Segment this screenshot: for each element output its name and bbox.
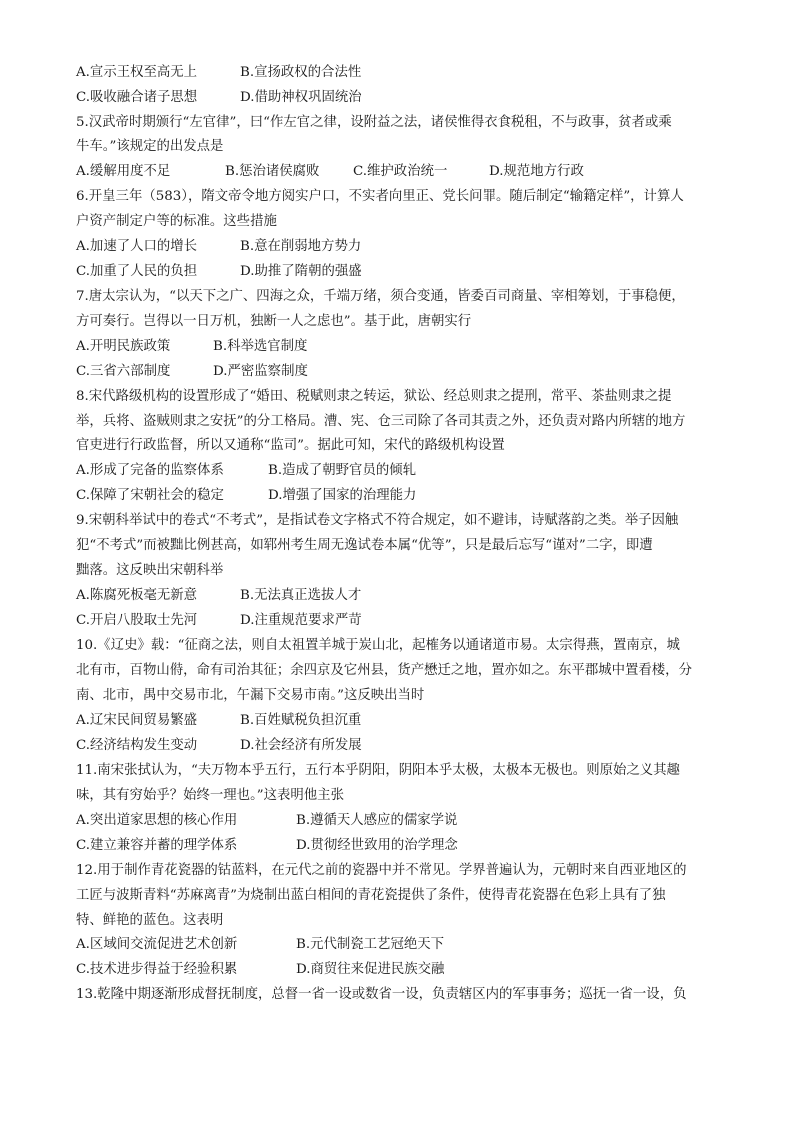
q7-option-b: B.科举选官制度: [213, 339, 308, 354]
q7-option-a: A.开明民族政策: [76, 339, 171, 354]
q12-stem-line-3: 特、鲜艳的蓝色。这表明: [76, 913, 224, 928]
q9-option-c: C.开启八股取士先河: [76, 613, 198, 628]
q10-option-b: B.百姓赋税负担沉重: [240, 713, 362, 728]
q8-option-d: D.增强了国家的治理能力: [268, 488, 417, 503]
q6-option-d: D.助推了隋朝的强盛: [240, 264, 362, 279]
q11-stem-line-2: 味，其有穷始乎？始终一理也。”这表明他主张: [76, 788, 344, 803]
q4-option-d: D.借助神权巩固统治: [240, 90, 362, 105]
q8-option-c: C.保障了宋朝社会的稳定: [76, 488, 224, 503]
q4-option-c: C.吸收融合诸子思想: [76, 90, 198, 105]
q4-option-b: B.宣扬政权的合法性: [240, 65, 362, 80]
q13-stem-line-1: 13.乾隆中期逐渐形成督抚制度，总督一省一设或数省一设，负责辖区内的军事事务；巡抚一省一设，负: [76, 987, 687, 1002]
q7-option-d: D.严密监察制度: [213, 364, 308, 379]
q11-option-a: A.突出道家思想的核心作用: [76, 813, 238, 828]
q8-stem-line-1: 8.宋代路级机构的设置形成了“婚田、税赋则隶之转运，狱讼、经总则隶之提刑，常平、茶盐则隶之提: [76, 389, 672, 404]
q9-option-d: D.注重规范要求严苛: [240, 613, 362, 628]
q8-stem-line-2: 举，兵将、盗贼则隶之安抚”的分工格局。漕、宪、仓三司除了各司其责之外，还负责对路内所辖的地方: [76, 414, 686, 429]
q11-stem-line-1: 11.南宋张拭认为，“夫万物本乎五行，五行本乎阴阳，阴阳本乎太极，太极本无极也。则原始之义其趣: [76, 763, 680, 778]
q5-option-d: D.规范地方行政: [489, 164, 584, 179]
q6-stem-line-1: 6.开皇三年（583），隋文帝令地方阅实户口，不实者向里正、党长问罪。随后制定“输籍定样”，计算人: [76, 189, 684, 204]
q8-option-b: B.造成了朝野官员的倾轧: [268, 463, 417, 478]
q12-option-c: C.技术进步得益于经验积累: [76, 962, 238, 977]
q10-stem-line-2: 北有市，百物山偫，命有司治其征；余四京及它州县，货产懋迁之地，置亦如之。东平郡城中置看楼，分: [76, 663, 692, 678]
q12-option-b: B.元代制瓷工艺冠绝天下: [296, 937, 445, 952]
q6-stem-line-2: 户资产制定户等的标准。这些措施: [76, 214, 277, 229]
q7-stem-line-1: 7.唐太宗认为，“以天下之广、四海之众，千端万绪，须合变通，皆委百司商量、宰相筹划，于事稳便，: [76, 289, 685, 304]
q9-stem-line-2: 犯“不考式”而被黜比例甚高，如郓州考生周无逸试卷本属“优等”，只是最后忘写“谨对”二字，即遭: [76, 538, 653, 553]
q4-option-a: A.宣示王权至高无上: [76, 65, 198, 80]
q9-option-b: B.无法真正选拔人才: [240, 588, 362, 603]
q11-option-d: D.贯彻经世致用的治学理念: [296, 838, 458, 853]
q10-option-a: A.辽宋民间贸易繁盛: [76, 713, 198, 728]
q6-option-a: A.加速了人口的增长: [76, 239, 198, 254]
q9-stem-line-3: 黜落。这反映出宋朝科举: [76, 563, 224, 578]
q5-option-b: B.惩治诸侯腐败: [225, 164, 320, 179]
q10-stem-line-1: 10.《辽史》载：“征商之法，则自太祖置羊城于炭山北，起榷务以通诸道市易。太宗得燕，置南京，城: [76, 638, 680, 653]
q5-stem-line-2: 牛车。”该规定的出发点是: [76, 139, 224, 154]
q7-stem-line-2: 方可奏行。岂得以一日万机，独断一人之虑也”。基于此，唐朝实行: [76, 314, 472, 329]
q11-option-c: C.建立兼容并蓄的理学体系: [76, 838, 238, 853]
q10-stem-line-3: 南、北市，禺中交易市北，午漏下交易市南。”这反映出当时: [76, 688, 425, 703]
q9-stem-line-1: 9.宋朝科举试中的卷式“不考式”，是指试卷文字格式不符合规定，如不避讳，诗赋落韵之类。举子因触: [76, 513, 679, 528]
q5-option-c: C.维护政治统一: [353, 164, 448, 179]
q10-option-c: C.经济结构发生变动: [76, 738, 198, 753]
q9-option-a: A.陈腐死板毫无新意: [76, 588, 198, 603]
q6-option-c: C.加重了人民的负担: [76, 264, 198, 279]
q12-stem-line-2: 工匠与波斯青料“苏麻离青”为烧制出蓝白相间的青花瓷提供了条件，使得青花瓷器在色彩上具有了独: [76, 888, 666, 903]
q8-option-a: A.形成了完备的监察体系: [76, 463, 224, 478]
q11-option-b: B.遵循天人感应的儒家学说: [296, 813, 458, 828]
q5-stem-line-1: 5.汉武帝时期颁行“左官律”，曰“作左官之律，设附益之法，诸侯惟得衣食税租，不与政事，贫者或乘: [76, 115, 672, 130]
q12-option-d: D.商贸往来促进民族交融: [296, 962, 445, 977]
q12-stem-line-1: 12.用于制作青花瓷器的钴蓝料，在元代之前的瓷器中并不常见。学界普遍认为，元朝时来自西亚地区的: [76, 863, 687, 878]
q12-option-a: A.区域间交流促进艺术创新: [76, 937, 238, 952]
q10-option-d: D.社会经济有所发展: [240, 738, 362, 753]
q5-option-a: A.缓解用度不足: [76, 164, 171, 179]
q8-stem-line-3: 官吏进行行政监督，所以又通称“监司”。据此可知，宋代的路级机构设置: [76, 438, 505, 453]
q6-option-b: B.意在削弱地方势力: [240, 239, 362, 254]
q7-option-c: C.三省六部制度: [76, 364, 171, 379]
